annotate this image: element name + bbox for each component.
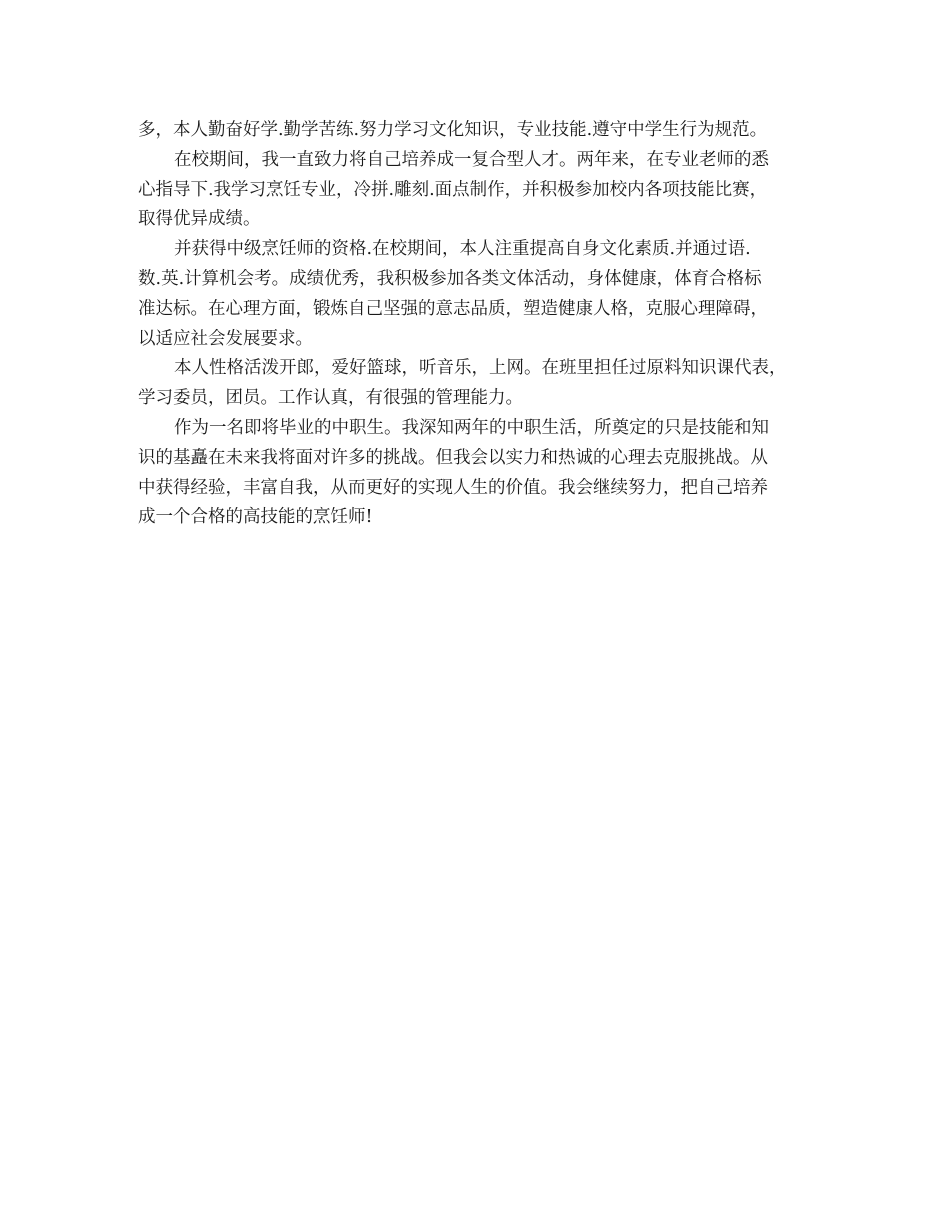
- text-line: 多，本人勤奋好学.勤学苦练.努力学习文化知识，专业技能.遵守中学生行为规范。: [138, 120, 768, 140]
- text-line: 在校期间，我一直致力将自己培养成一复合型人才。两年来，在专业老师的悉: [174, 149, 769, 170]
- text-line: 准达标。在心理方面，锻炼自己坚强的意志品质，塑造健康人格，克服心理障碍，: [138, 298, 768, 319]
- paragraph-5: [138, 414, 828, 533]
- text-line: 成一个合格的高技能的烹饪师!: [138, 507, 373, 528]
- text-line: 作为一名即将毕业的中职生。我深知两年的中职生活，所奠定的只是技能和知: [174, 417, 769, 438]
- document-body: [138, 116, 828, 533]
- paragraph-3: [138, 235, 828, 354]
- text-line: 心指导下.我学习烹饪专业，冷拼.雕刻.面点制作，并积极参加校内各项技能比赛，: [138, 179, 768, 200]
- paragraph-2: [138, 146, 828, 235]
- text-line: 以适应社会发展要求。: [138, 328, 313, 349]
- text-line: 中获得经验，丰富自我，从而更好的实现人生的价值。我会继续努力，把自己培养: [138, 477, 768, 498]
- paragraph-1: [138, 116, 828, 146]
- text-line: 数.英.计算机会考。成绩优秀，我积极参加各类文体活动，身体健康，体育合格标: [138, 268, 762, 289]
- text-line: 学习委员，团员。工作认真，有很强的管理能力。: [138, 388, 523, 409]
- text-line: 取得优异成绩。: [138, 209, 261, 230]
- text-line: 识的基矗在未来我将面对许多的挑战。但我会以实力和热诚的心理去克服挑战。从: [138, 447, 768, 468]
- text-line: 并获得中级烹饪师的资格.在校期间，本人注重提高自身文化素质.并通过语.: [174, 239, 751, 260]
- paragraph-4: [138, 354, 828, 414]
- text-line: 本人性格活泼开郎，爱好篮球，听音乐，上网。在班里担任过原料知识课代表，: [174, 358, 787, 379]
